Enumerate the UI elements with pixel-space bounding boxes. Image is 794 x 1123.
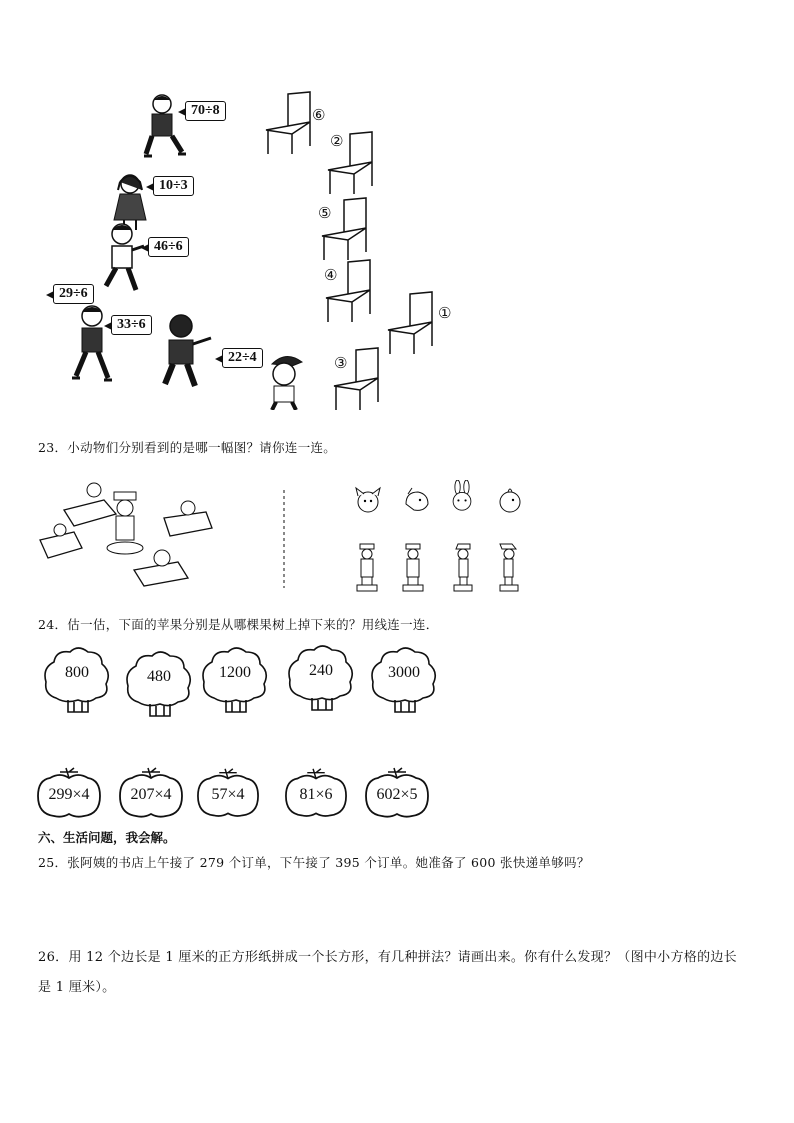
division-bubble-3: 46÷6 bbox=[148, 237, 189, 257]
question-26-line-1: 26．用 12 个边长是 1 厘米的正方形纸拼成一个长方形，有几种拼法？请画出来。你有什么发现？（图中小方格的边长 bbox=[38, 950, 737, 965]
apple-expression: 602×5 bbox=[376, 786, 418, 803]
boy-walking-illustration bbox=[68, 302, 116, 382]
apple-4 bbox=[284, 766, 348, 822]
tree-value: 800 bbox=[65, 664, 89, 681]
traffic-scene-illustration bbox=[38, 478, 218, 590]
apple-2 bbox=[118, 766, 184, 822]
chick-head-icon bbox=[494, 484, 526, 516]
division-bubble-2: 10÷3 bbox=[153, 176, 194, 196]
question-23-text: 23．小动物们分别看到的是哪一幅图？请你连一连。 bbox=[38, 440, 337, 455]
tree-icon bbox=[42, 646, 112, 726]
apple-5 bbox=[364, 766, 430, 822]
tree-value: 480 bbox=[147, 668, 171, 685]
chair-number-5: ⑤ bbox=[318, 204, 332, 222]
chair-number-1: ① bbox=[438, 304, 452, 322]
policeman-right-side-icon bbox=[496, 542, 522, 594]
apple-expression: 81×6 bbox=[299, 786, 333, 803]
tree-value: 240 bbox=[309, 662, 333, 679]
tree-2 bbox=[124, 650, 194, 730]
dashed-divider bbox=[282, 490, 286, 588]
dog-head-icon bbox=[352, 484, 384, 516]
question-25-text: 25．张阿姨的书店上午接了 279 个订单，下午接了 395 个订单。她准备了 600 张快递单够吗？ bbox=[38, 855, 590, 870]
apple-3 bbox=[196, 766, 260, 822]
tree-5 bbox=[369, 646, 439, 726]
boy-sitting-illustration bbox=[140, 92, 190, 164]
tree-icon bbox=[200, 646, 270, 726]
policeman-back-icon bbox=[400, 542, 426, 594]
chair-1-illustration bbox=[384, 290, 436, 356]
section-6-title: 六、生活问题，我会解。 bbox=[38, 830, 176, 845]
policeman-left-side-icon bbox=[450, 542, 476, 594]
tree-icon bbox=[124, 650, 194, 730]
tree-icon bbox=[369, 646, 439, 726]
tree-3 bbox=[200, 646, 270, 726]
chair-number-2: ② bbox=[330, 132, 344, 150]
division-bubble-4: 29÷6 bbox=[53, 284, 94, 304]
tree-1 bbox=[42, 646, 112, 726]
question-26-line-2: 是 1 厘米）。 bbox=[38, 980, 116, 995]
policeman-front-icon bbox=[354, 542, 380, 594]
tree-icon bbox=[286, 644, 356, 724]
division-bubble-5: 33÷6 bbox=[111, 315, 152, 335]
question-24-text: 24．估一估，下面的苹果分别是从哪棵果树上掉下来的？用线连一连． bbox=[38, 617, 439, 632]
boy-cap-illustration bbox=[262, 352, 308, 410]
boy-pointing-illustration bbox=[155, 310, 215, 390]
boy-running-illustration bbox=[98, 220, 148, 294]
apple-expression: 299×4 bbox=[48, 786, 90, 803]
tree-value: 1200 bbox=[219, 664, 251, 681]
tree-value: 3000 bbox=[388, 664, 420, 681]
chair-number-4: ④ bbox=[324, 266, 338, 284]
tree-4 bbox=[286, 644, 356, 724]
chair-6-illustration bbox=[262, 90, 314, 156]
apple-expression: 207×4 bbox=[130, 786, 172, 803]
dog-side-head-icon bbox=[400, 484, 432, 516]
chair-number-3: ③ bbox=[334, 354, 348, 372]
apple-1 bbox=[36, 766, 102, 822]
division-bubble-1: 70÷8 bbox=[185, 101, 226, 121]
chair-number-6: ⑥ bbox=[312, 106, 326, 124]
division-bubble-6: 22÷4 bbox=[222, 348, 263, 368]
apple-expression: 57×4 bbox=[211, 786, 245, 803]
rabbit-head-icon bbox=[446, 480, 478, 512]
